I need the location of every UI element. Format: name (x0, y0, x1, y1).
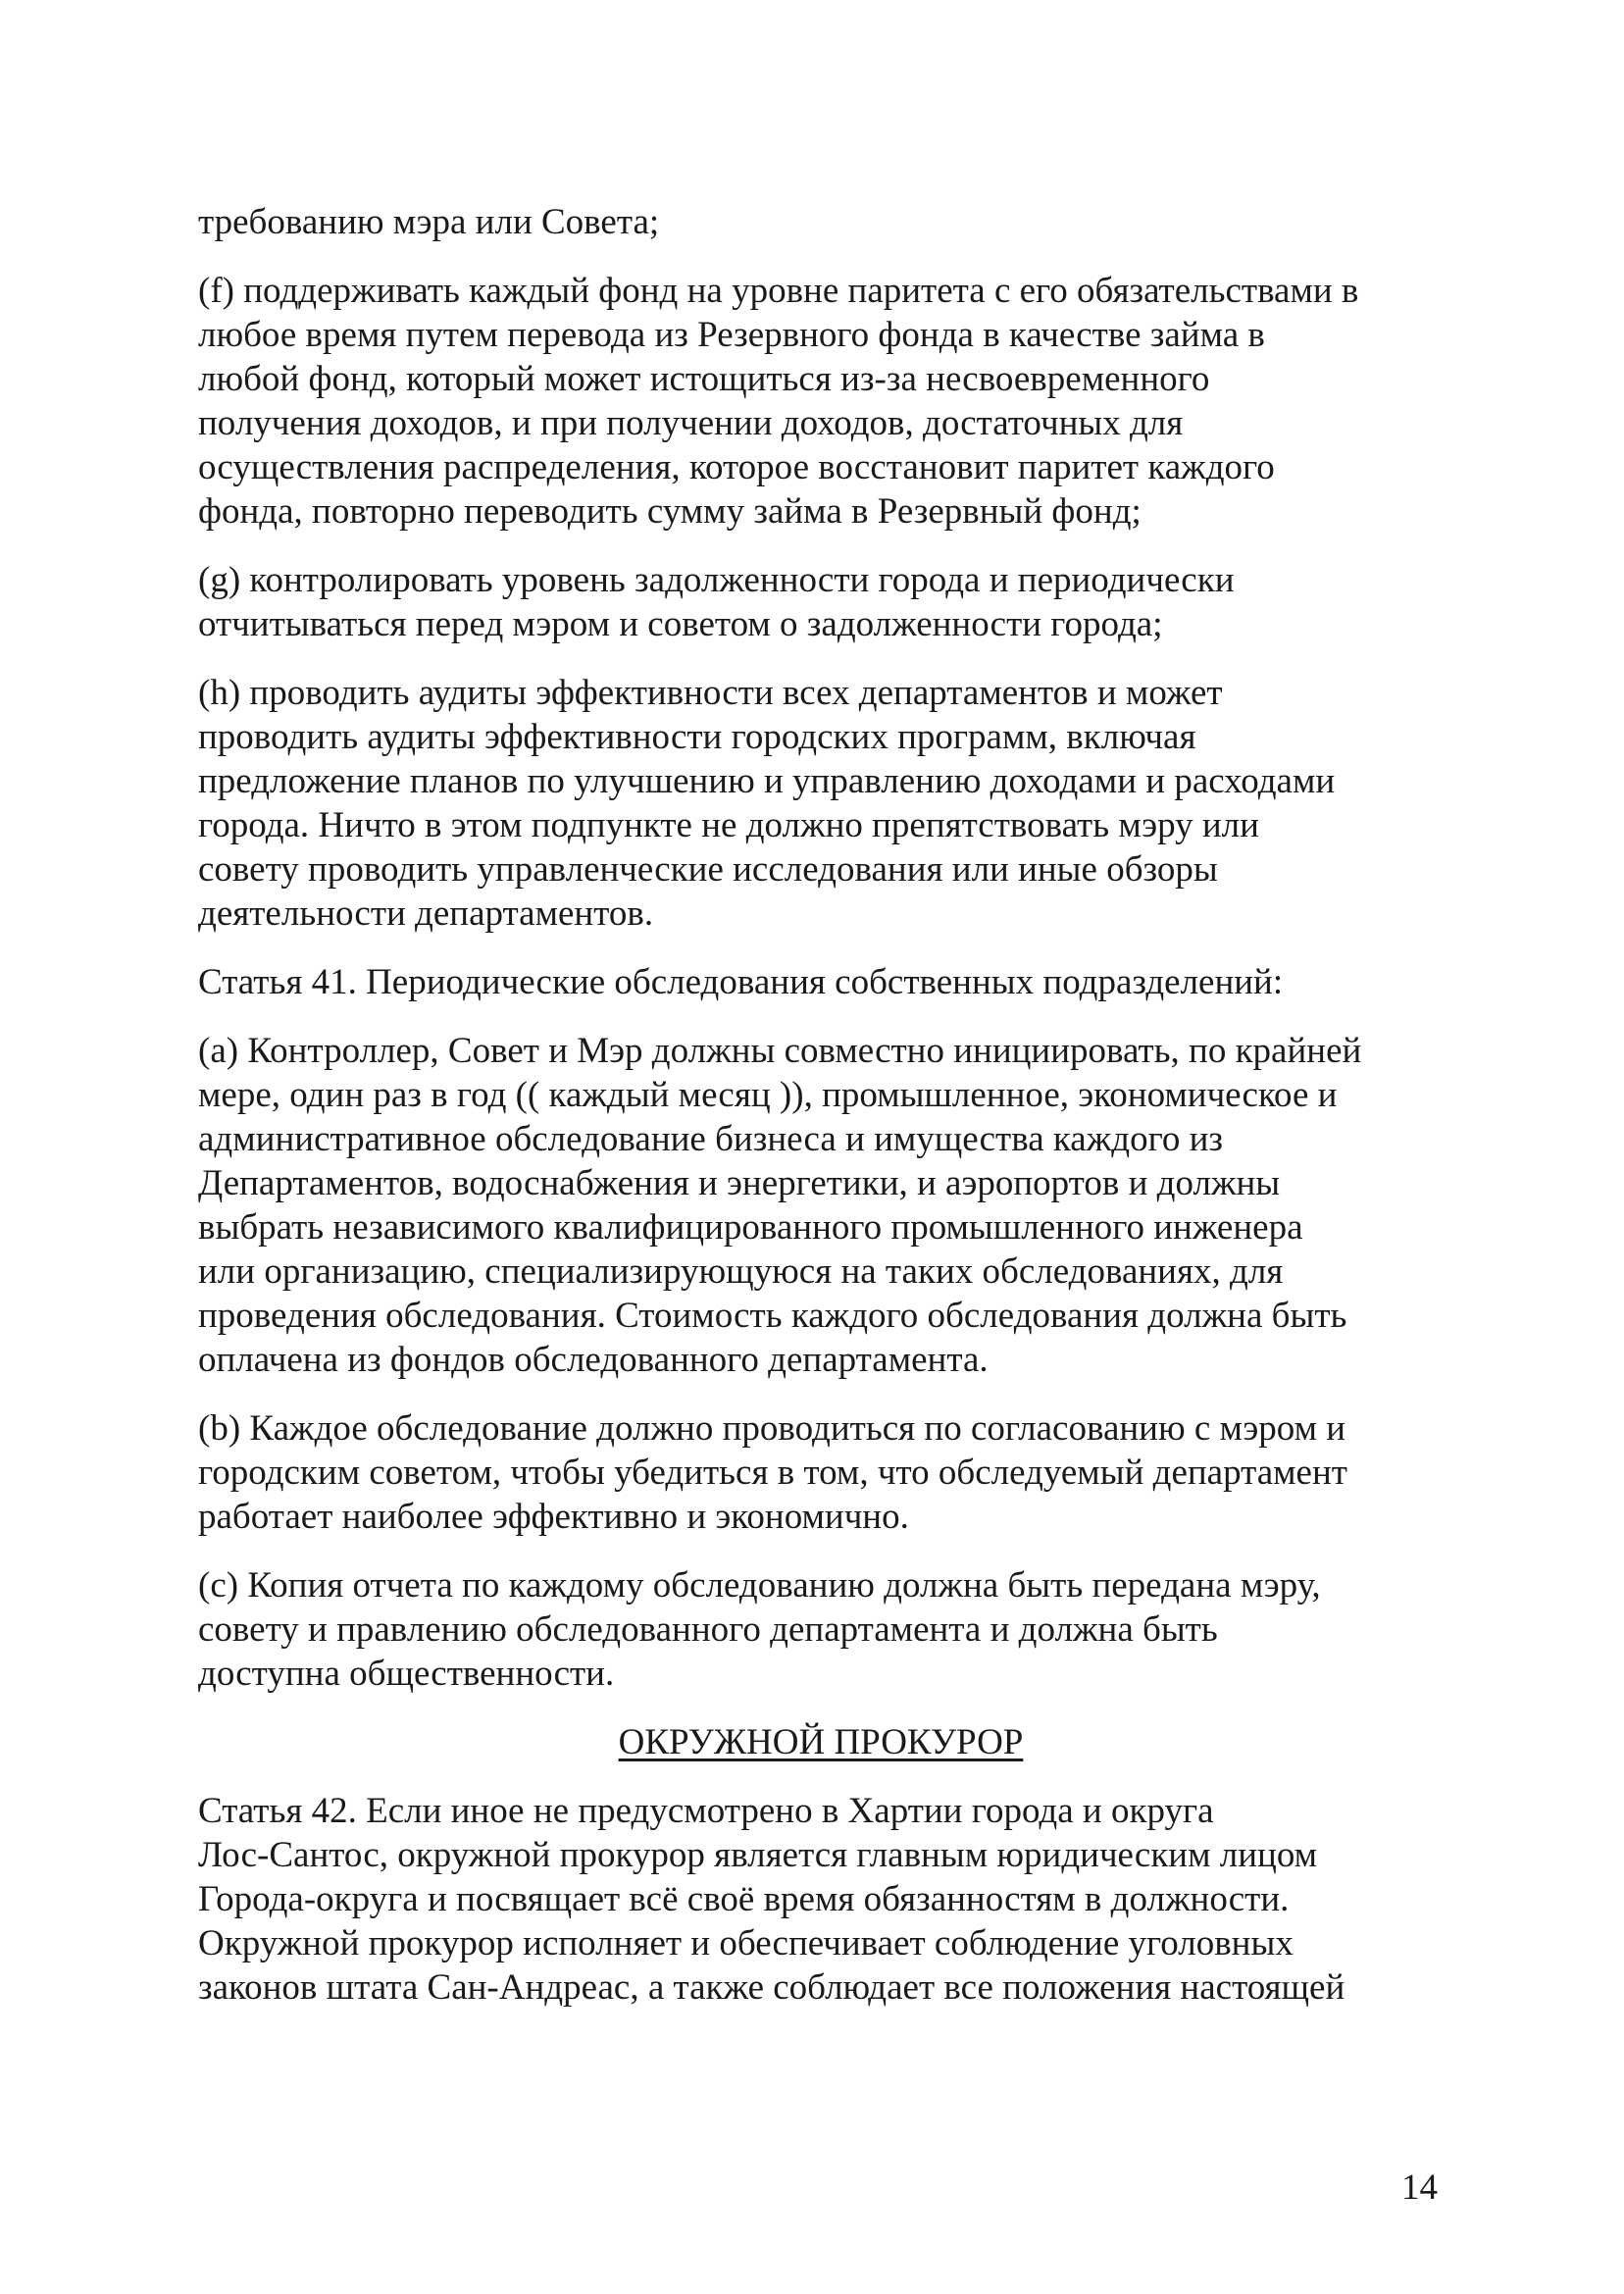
text-line: или организацию, специализирующуюся на таких обследованиях, для (198, 1251, 1284, 1292)
paragraph-h (198, 671, 1444, 936)
section-heading: ОКРУЖНОЙ ПРОКУРОР (618, 1722, 1024, 1762)
paragraph-a (198, 1029, 1444, 1382)
text-line: работает наиболее эффективно и экономично. (198, 1497, 909, 1537)
paragraph-f (198, 269, 1444, 534)
paragraph-b (198, 1406, 1444, 1539)
text-line: Города-округа и посвящает всё своё время обязанностям в должности. (198, 1879, 1290, 1919)
text-line: отчитываться перед мэром и советом о задолженности города; (198, 604, 1163, 644)
text-line: выбрать независимого квалифицированного промышленного инженера (198, 1207, 1303, 1248)
text-line: проведения обследования. Стоимость каждого обследования должна быть (198, 1296, 1347, 1336)
text-line: (f) поддерживать каждый фонд на уровне паритета с его обязательствами в (198, 271, 1359, 311)
text-line: совету проводить управленческие исследования или иные обзоры (198, 849, 1218, 890)
text-line: (h) проводить аудиты эффективности всех департаментов и может (198, 673, 1223, 713)
paragraph-c (198, 1563, 1444, 1696)
text-line: получения доходов, и при получении доходов, достаточных для (198, 403, 1184, 443)
text-line: городским советом, чтобы убедиться в том, что обследуемый департамент (198, 1453, 1347, 1493)
text-line: фонда, повторно переводить сумму займа в Резервный фонд; (198, 491, 1142, 532)
text-line: мере, один раз в год (( каждый месяц )), промышленное, экономическое и (198, 1075, 1338, 1115)
text-line: оплачена из фондов обследованного департамента. (198, 1340, 989, 1380)
text-line: Статья 41. Периодические обследования собственных подразделений: (198, 962, 1284, 1002)
text-line: Статья 42. Если иное не предусмотрено в Хартии города и округа (198, 1791, 1214, 1831)
text-line: Лос-Сантос, окружной прокурор является главным юридическим лицом (198, 1835, 1318, 1875)
text-line: доступна общественности. (198, 1654, 615, 1694)
text-line: (g) контролировать уровень задолженности города и периодически (198, 560, 1235, 600)
text-line: любой фонд, который может истощиться из-за несвоевременного (198, 359, 1210, 399)
text-line: административное обследование бизнеса и имущества каждого из (198, 1119, 1224, 1159)
text-line: предложение планов по улучшению и управлению доходами и расходами (198, 761, 1336, 801)
article-42 (198, 1789, 1444, 2010)
text-line: законов штата Сан-Андреас, а также соблюдает все положения настоящей (198, 1967, 1345, 2008)
text-line: (c) Копия отчета по каждому обследованию должна быть передана мэру, (198, 1565, 1321, 1606)
document-body (198, 200, 1444, 2034)
text-line: осуществления распределения, которое восстановит паритет каждого (198, 447, 1275, 487)
article-41-title (198, 960, 1444, 1004)
paragraph-g (198, 558, 1444, 646)
text-line: любое время путем перевода из Резервного фонда в качестве займа в (198, 315, 1265, 355)
text-line: города. Ничто в этом подпункте не должно препятствовать мэру или (198, 805, 1259, 845)
paragraph-continuation (198, 200, 1444, 244)
text-line: (a) Контроллер, Совет и Мэр должны совместно инициировать, по крайней (198, 1031, 1362, 1071)
text-line: деятельности департаментов. (198, 893, 654, 934)
text-line: Департаментов, водоснабжения и энергетики, и аэропортов и должны (198, 1163, 1281, 1203)
text-line: (b) Каждое обследование должно проводиться по согласованию с мэром и (198, 1408, 1346, 1449)
text-line: Окружной прокурор исполняет и обеспечивает соблюдение уголовных (198, 1923, 1294, 1963)
text-line: проводить аудиты эффективности городских программ, включая (198, 717, 1196, 757)
text-line: совету и правлению обследованного департамента и должна быть (198, 1609, 1218, 1650)
text-line: требованию мэра или Совета; (198, 202, 660, 242)
page-number: 14 (1401, 2167, 1438, 2208)
